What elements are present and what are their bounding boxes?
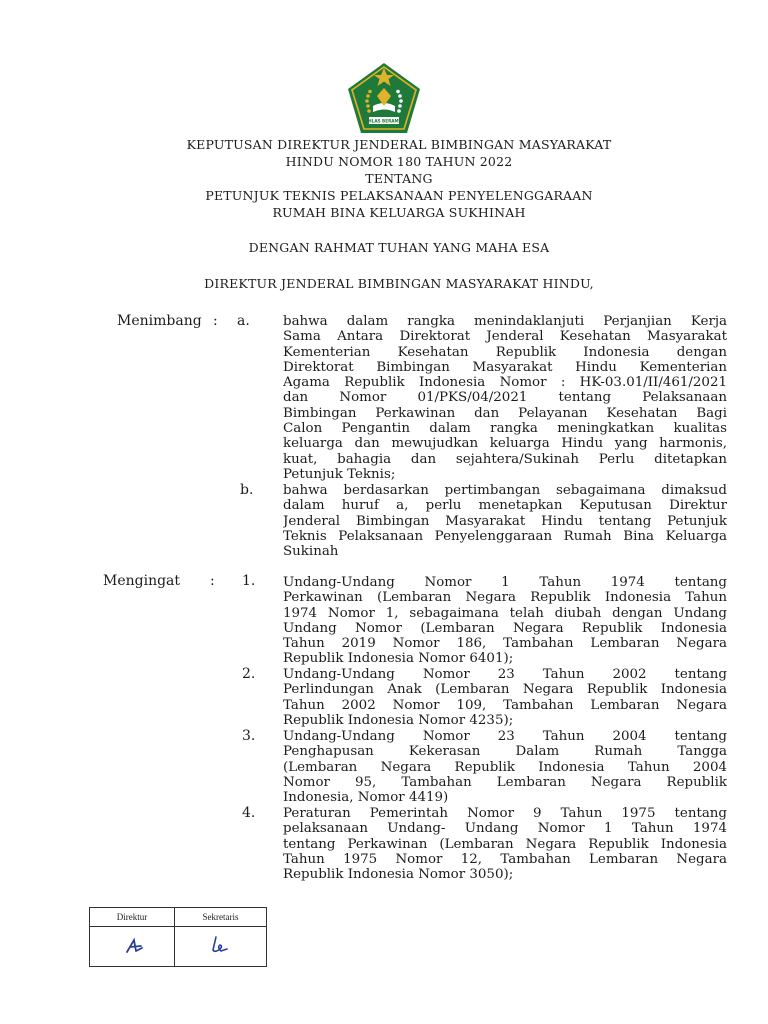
text-line: keluarga dan mewujudkan keluarga Hindu yang harmonis, (283, 436, 727, 452)
text-line: dalam huruf a, perlu menetapkan Keputusan Direktur (283, 498, 727, 514)
text-line: Direktorat Bimbingan Masyarakat Hindu Kementerian (283, 359, 727, 375)
text-line: Teknis Pelaksanaan Penyelenggaraan Rumah Bina Keluarga (283, 528, 727, 544)
direktur-initial-signature (124, 936, 146, 958)
decree-tentang: TENTANG (365, 171, 433, 186)
paraf-header-direktur: Direktur (116, 912, 148, 922)
text-line: Kementerian Kesehatan Republik Indonesia dengan (283, 344, 727, 360)
menimbang-item-b (283, 483, 727, 559)
text-line: Republik Indonesia Nomor 4235); (283, 712, 514, 728)
text-line: Agama Republik Indonesia Nomor : HK-03.01/II/461/2021 (283, 375, 727, 391)
mengingat-item-3 (283, 729, 727, 805)
menimbang-mark-a: a. (237, 313, 250, 329)
text-line: Tahun 2019 Nomor 186, Tambahan Lembaran Negara (283, 636, 727, 652)
text-line: Petunjuk Teknis; (283, 466, 396, 482)
mengingat-colon: : (210, 573, 215, 589)
text-line: kuat, bahagia dan sejahtera/Sukinah Perlu ditetapkan (283, 451, 727, 467)
menimbang-item-a (283, 314, 727, 482)
text-line: bahwa dalam rangka menindaklanjuti Perjanjian Kerja (283, 314, 727, 329)
text-line: Republik Indonesia Nomor 6401); (283, 651, 514, 667)
text-line: (Lembaran Negara Republik Indonesia Tahun 2004 (283, 759, 727, 775)
logo-motto: IKHLAS BERAMAL (363, 118, 405, 124)
text-line: Tahun 1975 Nomor 12, Tambahan Lembaran Negara (283, 851, 727, 867)
text-line: pelaksanaan Undang- Undang Nomor 1 Tahun 1974 (283, 821, 727, 837)
text-line: Sama Antara Direktorat Jenderal Kesehatan Masyarakat (283, 329, 727, 345)
paraf-table (89, 907, 267, 967)
mengingat-item-1 (283, 575, 727, 667)
text-line: tentang Perkawinan (Lembaran Negara Republik Indonesia (283, 836, 727, 852)
invocation: DENGAN RAHMAT TUHAN YANG MAHA ESA (248, 240, 550, 255)
text-line: Calon Pengantin dalam rangka meningkatkan kualitas (283, 421, 727, 437)
text-line: 1974 Nomor 1, sebagaimana telah diubah dengan Undang (283, 605, 727, 621)
text-line: dan Nomor 01/PKS/04/2021 tentang Pelaksanaan (283, 390, 727, 406)
text-line: Perlindungan Anak (Lembaran Negara Republik Indonesia (283, 682, 727, 698)
text-line: Peraturan Pemerintah Nomor 9 Tahun 1975 tentang (283, 806, 727, 821)
issuer: DIREKTUR JENDERAL BIMBINGAN MASYARAKAT HINDU, (204, 276, 594, 291)
mengingat-mark-1: 1. (242, 573, 256, 589)
text-line: Perkawinan (Lembaran Negara Republik Indonesia Tahun (283, 590, 727, 606)
decree-subject-line2: RUMAH BINA KELUARGA SUKHINAH (272, 205, 526, 220)
text-line: Penghapusan Kekerasan Dalam Rumah Tangga (283, 744, 727, 760)
paraf-header-sekretaris: Sekretaris (202, 912, 239, 922)
text-line: Undang-Undang Nomor 23 Tahun 2004 tentang (283, 729, 727, 744)
menimbang-colon: : (213, 313, 218, 329)
text-line: Tahun 2002 Nomor 109, Tambahan Lembaran Negara (283, 697, 727, 713)
text-line: Jenderal Bimbingan Masyarakat Hindu tentang Petunjuk (283, 513, 727, 529)
sekretaris-initial-signature (207, 934, 231, 958)
decree-subject-line1: PETUNJUK TEKNIS PELAKSANAAN PENYELENGGARAAN (205, 188, 593, 203)
text-line: Bimbingan Perkawinan dan Pelayanan Kesehatan Bagi (283, 405, 727, 421)
text-line: Undang-Undang Nomor 23 Tahun 2002 tentang (283, 667, 727, 682)
text-line: Republik Indonesia Nomor 3050); (283, 867, 514, 883)
text-line: Undang Nomor (Lembaran Negara Republik Indonesia (283, 620, 727, 636)
mengingat-item-2 (283, 667, 727, 728)
text-line: Nomor 95, Tambahan Lembaran Negara Republik (283, 774, 727, 790)
mengingat-mark-4: 4. (242, 805, 256, 821)
mengingat-mark-3: 3. (242, 728, 256, 744)
table-divider (90, 926, 266, 927)
kementerian-agama-logo (347, 62, 421, 134)
text-line: Indonesia, Nomor 4419) (283, 790, 449, 806)
text-line: bahwa berdasarkan pertimbangan sebagaimana dimaksud (283, 483, 727, 498)
text-line: Sukinah (283, 544, 339, 560)
mengingat-label: Mengingat (103, 573, 181, 589)
menimbang-label: Menimbang (117, 313, 202, 329)
decree-title-line2: HINDU NOMOR 180 TAHUN 2022 (285, 154, 513, 169)
mengingat-item-4 (283, 806, 727, 882)
menimbang-mark-b: b. (240, 482, 254, 498)
decree-title-line1: KEPUTUSAN DIREKTUR JENDERAL BIMBINGAN MASYARAKAT (186, 137, 612, 152)
mengingat-mark-2: 2. (242, 666, 256, 682)
text-line: Undang-Undang Nomor 1 Tahun 1974 tentang (283, 575, 727, 590)
